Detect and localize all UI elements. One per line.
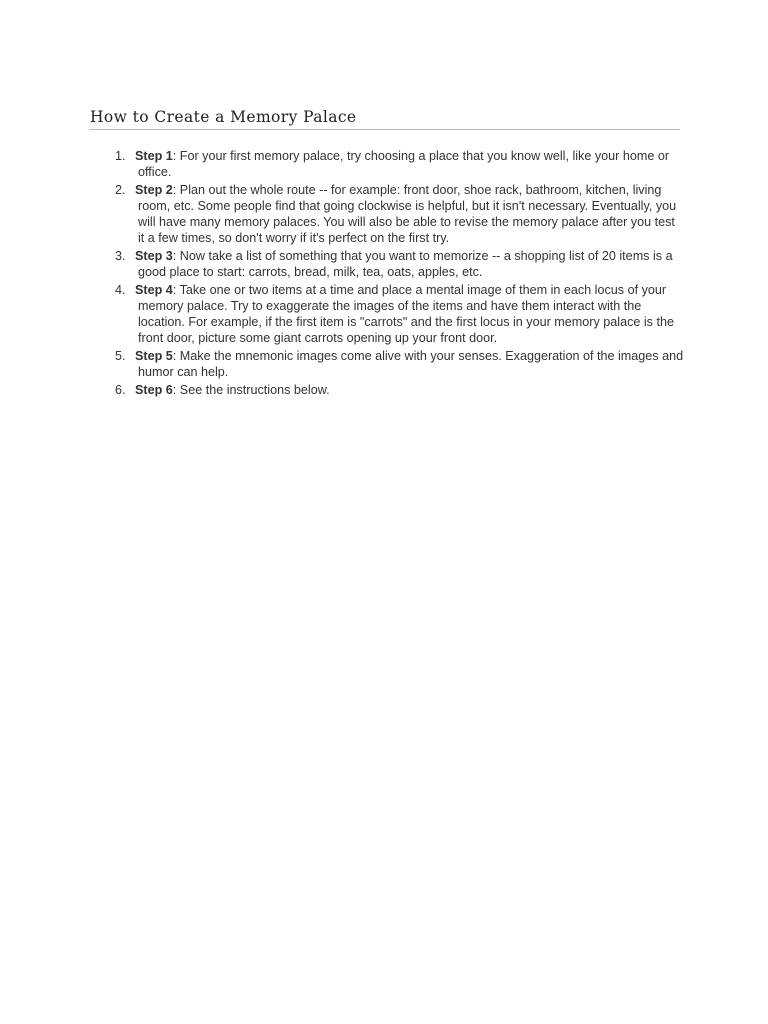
step-text: : For your first memory palace, try choosing a place that you know well, like your home or office. — [138, 149, 670, 179]
step-label: Step 1 — [135, 149, 173, 163]
list-item — [114, 348, 684, 380]
step-number: 1. — [115, 149, 126, 163]
step-text: : Plan out the whole route -- for example: front door, shoe rack, bathroom, kitchen, living room, etc. Some people find that going clockwise is helpful, but it isn't necessary. Eventually, you will have many memory palaces. You will also be able to revise the memory palace after you test it a few times, so don't worry if it's perfect on the first try. — [138, 183, 677, 245]
step-number: 5. — [115, 349, 126, 363]
step-body — [135, 182, 684, 246]
step-body — [135, 382, 684, 398]
step-body — [135, 148, 684, 180]
step-body — [135, 248, 684, 280]
step-label: Step 6 — [135, 383, 173, 397]
step-label: Step 3 — [135, 249, 173, 263]
page-title: How to Create a Memory Palace — [90, 108, 357, 126]
list-item — [114, 248, 684, 280]
step-text: : Now take a list of something that you want to memorize -- a shopping list of 20 items is a good place to start: carrots, bread, milk, tea, oats, apples, etc. — [138, 249, 673, 279]
step-text: : Take one or two items at a time and place a mental image of them in each locus of your memory palace. Try to exaggerate the images of the items and have them interact with the location. For example, if the first item is "carrots" and the first locus in your memory palace is the front door, picture some giant carrots opening up your front door. — [138, 283, 674, 345]
step-number: 4. — [115, 283, 126, 297]
list-item — [114, 148, 684, 180]
list-item — [114, 382, 684, 398]
step-label: Step 2 — [135, 183, 173, 197]
step-label: Step 5 — [135, 349, 173, 363]
step-label: Step 4 — [135, 283, 173, 297]
step-text: : See the instructions below. — [172, 383, 330, 397]
step-body — [135, 348, 684, 380]
step-text: : Make the mnemonic images come alive with your senses. Exaggeration of the images and humor can help. — [138, 349, 684, 379]
list-item — [114, 182, 684, 246]
title-divider — [89, 129, 680, 130]
step-body — [135, 282, 684, 346]
step-number: 6. — [115, 383, 126, 397]
list-item — [114, 282, 684, 346]
step-number: 3. — [115, 249, 126, 263]
step-number: 2. — [115, 183, 126, 197]
steps-list — [114, 148, 684, 400]
